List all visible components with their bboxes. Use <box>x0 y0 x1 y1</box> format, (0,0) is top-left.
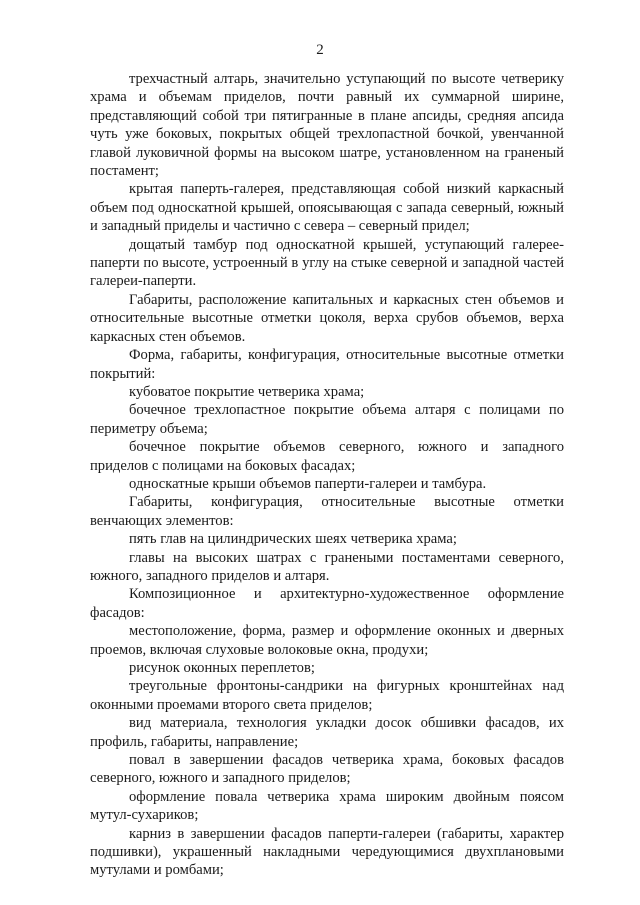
paragraph: повал в завершении фасадов четверика храма, боковых фасадов северного, южного и западного приделов; <box>90 752 564 787</box>
paragraph: Габариты, расположение капитальных и каркасных стен объемов и относительные высотные отметки цоколя, верха срубов объемов, верха каркасных стен объемов. <box>90 291 564 345</box>
paragraph: кубоватое покрытие четверика храма; <box>129 383 365 400</box>
paragraph: дощатый тамбур под односкатной крышей, уступающий галерее-паперти по высоте, устроенный в углу на стыке северной и западной частей галереи-паперти. <box>90 236 564 290</box>
paragraph: вид материала, технология укладки досок обшивки фасадов, их профиль, габариты, направление; <box>90 715 564 750</box>
paragraph: бочечное покрытие объемов северного, южного и западного приделов с полицами на боковых фасадах; <box>90 439 564 474</box>
paragraph: односкатные крыши объемов паперти-галереи и тамбура. <box>129 475 487 492</box>
paragraph: бочечное трехлопастное покрытие объема алтаря с полицами по периметру объема; <box>90 402 564 437</box>
paragraph: рисунок оконных переплетов; <box>129 660 315 676</box>
paragraph: местоположение, форма, размер и оформление оконных и дверных проемов, включая слуховые волоковые окна, продухи; <box>90 623 564 658</box>
paragraph: трехчастный алтарь, значительно уступающий по высоте четверику храма и объемам приделов, почти равный их суммарной ширине, представляющий собой три пятигранные в плане апсиды, средняя апсида чуть уже боковых, покрытых общей трехлопастной бочкой, увенчанной главой луковичной формы на высоком шатре, установленном на граненый постамент; <box>90 71 564 180</box>
paragraph: оформление повала четверика храма широким двойным поясом мутул-сухариков; <box>90 788 564 824</box>
paragraph: треугольные фронтоны-сандрики на фигурных кронштейнах над оконными проемами второго света приделов; <box>90 678 564 713</box>
paragraph: Композиционное и архитектурно-художественное оформление фасадов: <box>90 586 564 621</box>
paragraph: крытая паперть-галерея, представляющая собой низкий каркасный объем под односкатной крышей, опоясывающая с запада северный, южный и западный приделы и частично с севера – северный придел; <box>90 181 564 235</box>
paragraph: Габариты, конфигурация, относительные высотные отметки венчающих элементов: <box>90 494 564 529</box>
paragraph: главы на высоких шатрах с гранеными постаментами северного, южного, западного приделов и алтаря. <box>90 549 564 584</box>
paragraph: пять глав на цилиндрических шеях четверика храма; <box>129 531 457 548</box>
paragraph: Форма, габариты, конфигурация, относительные высотные отметки покрытий: <box>90 347 564 382</box>
paragraph: карниз в завершении фасадов паперти-галереи (габариты, характер подшивки), украшенный накладными чередующимися двухплановыми мутулами и ромбами; <box>90 825 564 879</box>
page-number: 2 <box>316 42 324 58</box>
document-body <box>90 70 564 880</box>
